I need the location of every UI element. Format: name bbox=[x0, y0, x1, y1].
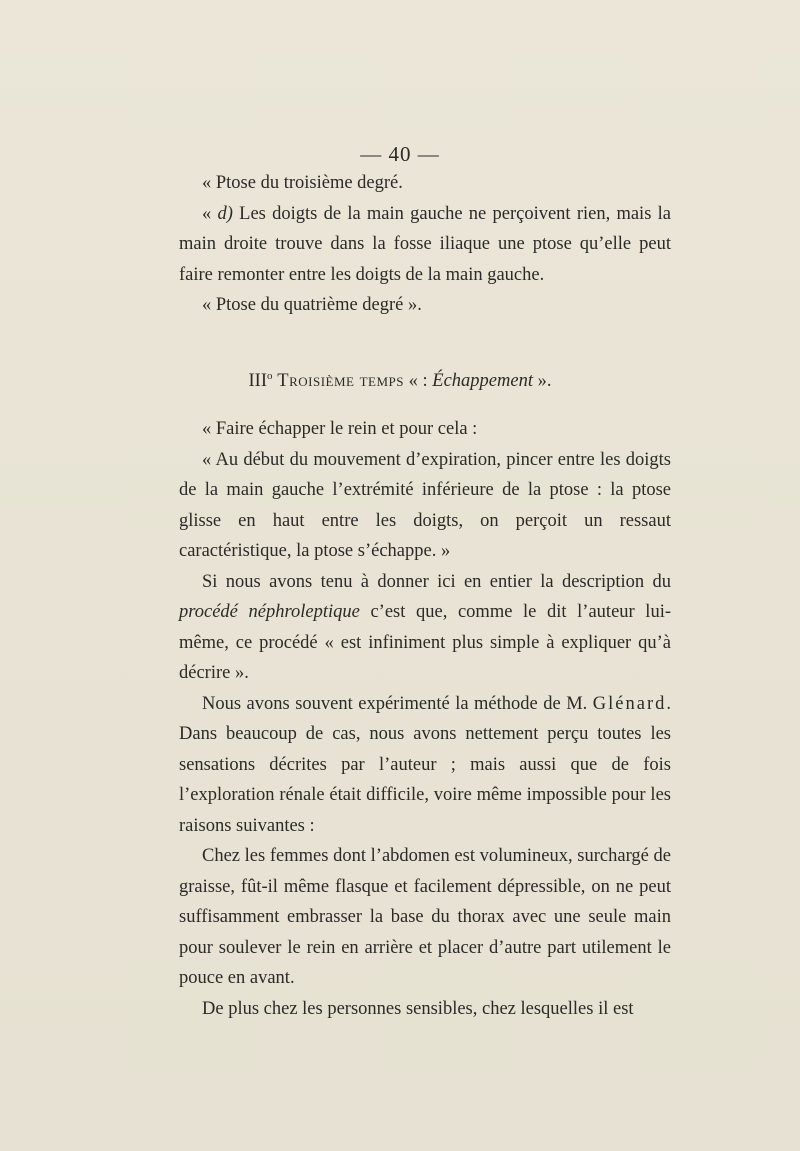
paragraph-si-nous-avons bbox=[179, 567, 671, 689]
heading-italic: Échappement bbox=[432, 371, 533, 391]
list-letter: d) bbox=[217, 203, 233, 224]
paragraph-nous-end: . Dans beaucoup de cas, nous avons nettement perçu toutes les sensations décrites par l’auteur ; mais aussi que de fois l’exploration rénale était difficile, voire même impossible pour les raisons suivantes : bbox=[179, 693, 671, 836]
heading-number: III bbox=[248, 371, 267, 391]
paragraph-ptose-fourth-degree: « Ptose du quatrième degré ». bbox=[202, 295, 422, 315]
paragraph-nous-start: Nous avons souvent expérimenté la méthode de M. bbox=[202, 693, 593, 714]
paragraph-d bbox=[179, 199, 671, 291]
paragraph-nous-avons-souvent bbox=[179, 689, 671, 842]
author-name: Glénard bbox=[592, 693, 667, 714]
quote-open: « bbox=[202, 203, 218, 224]
paragraph-ptose-third-degree: « Ptose du troisième degré. bbox=[202, 173, 403, 193]
heading-caps: Troisième temps bbox=[272, 371, 405, 391]
heading-end: ». bbox=[532, 371, 552, 391]
paragraph-de-plus: De plus chez les personnes sensibles, chez lesquelles il est bbox=[202, 998, 634, 1019]
paragraph-si-end: c’est que, comme le dit l’auteur lui-même, ce procédé « est infiniment plus simple à expliquer qu’à décrire ». bbox=[179, 602, 671, 683]
paragraph-chez-les-femmes: Chez les femmes dont l’abdomen est volumineux, surchargé de graisse, fût-il même flasque et facilement dépressible, on ne peut suffisamment embrasser la base du thorax avec une seule main pour soulever le rein en arrière et placer d’autre part utilement le pouce en avant. bbox=[179, 846, 671, 988]
page-number: — 40 — bbox=[360, 142, 440, 166]
heading-mid: « : bbox=[404, 371, 433, 391]
text-section-1 bbox=[179, 168, 671, 321]
text-section-2 bbox=[179, 414, 671, 1024]
heading-superscript: o bbox=[267, 369, 273, 382]
paragraph-au-debut: « Au début du mouvement d’expiration, pincer entre les doigts de la main gauche l’extrémité inférieure de la ptose : la ptose glisse en haut entre les doigts, on perçoit un ressaut caractéristique, la ptose s’échappe. » bbox=[179, 449, 671, 561]
paragraph-si-start: Si nous avons tenu à donner ici en entier la description du bbox=[202, 571, 671, 592]
section-heading bbox=[0, 366, 800, 396]
paragraph-d-text: Les doigts de la main gauche ne perçoivent rien, mais la main droite trouve dans la fosse iliaque une ptose qu’elle peut faire remonter entre les doigts de la main gauche. bbox=[179, 203, 671, 285]
procede-nephroleptique: procédé néphroleptique bbox=[179, 602, 360, 622]
paragraph-faire-echapper: « Faire échapper le rein et pour cela : bbox=[202, 419, 478, 439]
